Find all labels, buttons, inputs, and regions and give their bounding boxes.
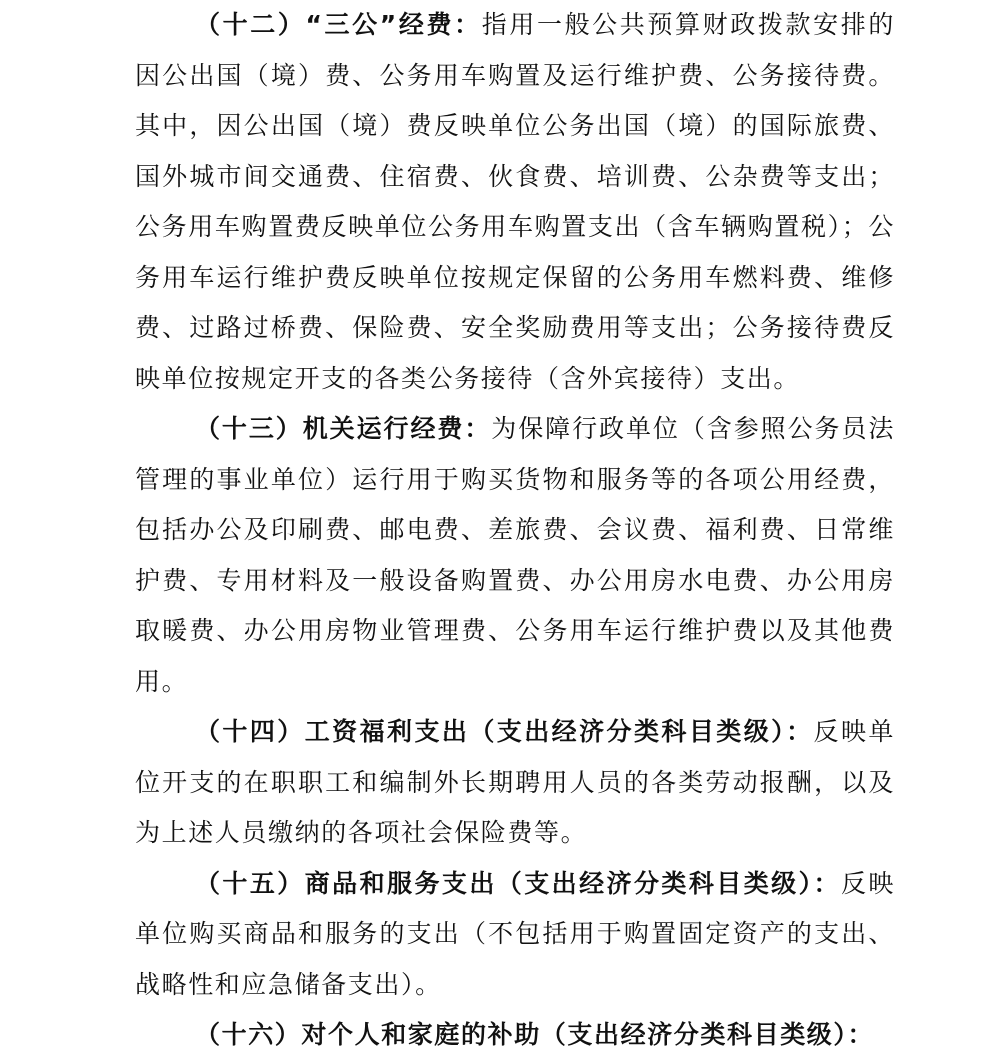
section-heading: （十四）工资福利支出（支出经济分类科目类级）： [195,717,814,746]
section-fifteen [135,859,895,1011]
section-sixteen [135,1010,895,1061]
section-body: 反映单位购买商品和服务的支出（不包括用于购置固定资产的支出、战略性和应急储备支出）。 [135,868,896,999]
section-heading: （十五）商品和服务支出（支出经济分类科目类级）： [195,868,841,898]
section-body: 指用一般公共预算财政拨款安排的因公出国（境）费、公务用车购置及运行维护费、公务接待费。其中，因公出国（境）费反映单位公务出国（境）的国际旅费、国外城市间交通费、住宿费、伙食费、培训费、公杂费等支出；公务用车购置费反映单位公务用车购置支出（含车辆购置税）；公务用车运行维护费反映单位按规定保留的公务用车燃料费、维修费、过路过桥费、保险费、安全奖励费用等支出；公务接待费反映单位按规定开支的各类公务接待（含外宾接待）支出。 [135,10,895,393]
section-heading: （十三）机关运行经费： [195,414,492,443]
section-heading: （十二）“三公”经费： [195,10,482,39]
section-thirteen [135,404,895,707]
section-twelve [135,0,895,404]
section-body: 反映单位开支的在职职工和编制外长期聘用人员的各类劳动报酬，以及为上述人员缴纳的各项社会保险费等。 [135,717,895,847]
section-heading: （十六）对个人和家庭的补助（支出经济分类科目类级）： [195,1020,875,1049]
document-page [135,0,895,1061]
section-body: 为保障行政单位（含参照公务员法管理的事业单位）运行用于购买货物和服务等的各项公用经费，包括办公及印刷费、邮电费、差旅费、会议费、福利费、日常维护费、专用材料及一般设备购置费、办公用房水电费、办公用房取暖费、办公用房物业管理费、公务用车运行维护费以及其他费用。 [135,414,895,696]
section-fourteen [135,707,895,859]
